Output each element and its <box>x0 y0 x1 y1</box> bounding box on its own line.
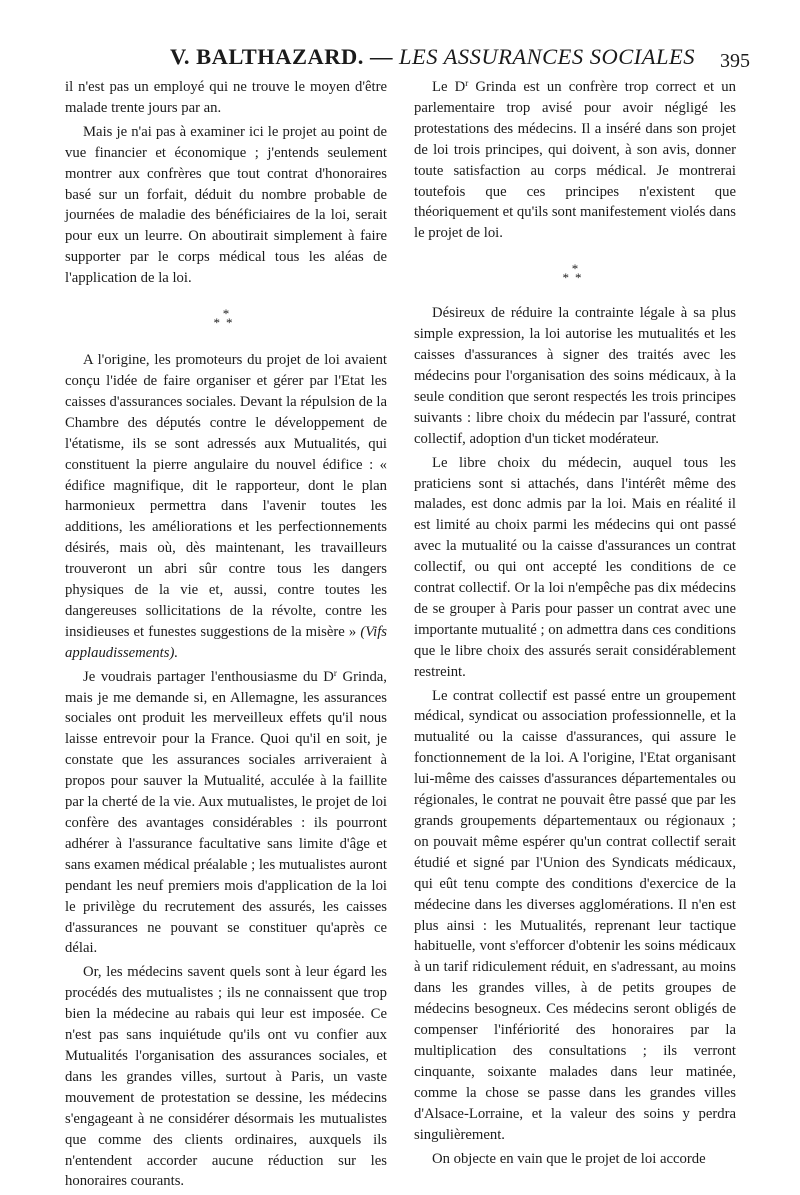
header-author: V. BALTHAZARD. <box>170 44 364 69</box>
running-title <box>170 44 696 70</box>
separator-star: * <box>222 306 230 322</box>
left-paragraph-4: Je voudrais partager l'enthousiasme du $D^r$ Grinda, mais je me demande si, en Allemagne, les assurances sociales ont produit les merveilleux effets qu'il nous laisse entrevoir pour la France. Quoi qu'il en soit, je constate que les assurances sociales arriveraient à propos pour sauver la Mutualité, acculée à la faillite par la cherté de la vie. Aux mutualistes, le projet de loi confère des avantages considérables : ils pourront adhérer à l'assurance facultative sans limite d'âge et sans examen médical préalable ; les mutualistes auront pendant les neuf premiers mois d'application de la loi le privilège du recrutement des assurés, les caisses d'assurances ne pouvant se constituer qu'après ce délai. <box>65 667 387 957</box>
page-number: 395 <box>720 50 750 72</box>
page-header <box>60 44 750 78</box>
right-paragraph-5: On objecte en vain que le projet de loi accorde <box>432 1150 706 1167</box>
right-paragraph-1: Le $D^r$ Grinda est un confrère trop correct et un parlementaire trop avisé pour avoir négligé les protestations des médecins. Il a inséré dans son projet de loi trois principes, qui doivent, à son avis, donner toute satisfaction au corps médical. Je montrerai toutefois que ces principes n'existent que théoriquement et qu'ils sont manifestement violés dans le projet de loi. <box>414 78 736 242</box>
left-paragraph-1: il n'est pas un employé qui ne trouve le moyen d'être malade trente jours par an. <box>65 79 387 116</box>
section-separator-left <box>65 306 387 331</box>
right-paragraph-2: Désireux de réduire la contrainte légale à sa plus simple expression, la loi autorise les mutualités et les caisses d'assurances à signer des traités avec les médecins pour l'organisation des soins médicaux, à la seule condition que seront respectés les trois principes suivants : libre choix du médecin par l'assuré, contrat collectif, adoption d'un ticket modérateur. <box>414 305 736 447</box>
left-paragraph-5: Or, les médecins savent quels sont à leur égard les procédés des mutualistes ; ils ne connaissent que trop bien la médecine au rabais qui leur est imposée. Ce n'est pas sans inquiétude qu'ils ont vu confier aux Mutualités l'organisation des assurances sociales, et dans les grandes villes, surtout à Paris, un vaste mouvement de protestation se dessine, les médecins s'engageant à ne considérer désormais les mutualistes que comme des clients ordinaires, auxquels ils n'entendent accorder aucune réduction sur les honoraires courants. <box>65 964 387 1190</box>
right-column <box>414 77 736 1172</box>
right-paragraph-4: Le contrat collectif est passé entre un groupement médical, syndicat ou association professionnelle, et la mutualité ou la caisse d'assurances, qui assure le fonctionnement de la loi. A l'origine, l'Etat organisant lui-même des caisses d'assurances départementales ou régionales, le contrat ne pouvait être passé que par les grands groupements départementaux ou régionaux ; on pouvait même espérer qu'un contrat collectif serait étudié et signé par l'Union des Syndicats médicaux, qui eût tenu compte des conditions d'exercice de la médecine dans les diverses agglomérations. Il n'en est plus ainsi : les Mutualités, reprenant leur tactique habituelle, vont s'efforcer d'obtenir les soins médicaux à un tarif ridiculement réduit, en s'adressant, au moins dans les grandes villes, à de petits groupes de médecins besogneux. Ces médecins seront obligés de compenser l'infériorité des honoraires par la multiplication des consultations ; ils verront cinquante, soixante malades dans leur matinée, comme la chose se passe dans les grandes villes d'Alsace-Lorraine, et la valeur des soins y perdra singulièrement. <box>414 687 736 1143</box>
right-paragraph-3: Le libre choix du médecin, auquel tous les praticiens sont si attachés, dans l'intérêt même des malades, est donc admis par la loi. Mais en réalité il est limité au choix parmi les médecins qui ont passé avec la mutualité ou la caisse d'assurances un contrat collectif, ou qui ont accepté les conditions de ce contrat collectif. Or la loi n'empêche pas dix médecins de se grouper à Paris pour passer un contrat avec une importante mutualité ; on admettra dans ces conditions que le libre choix des assurés serait considérablement restreint. <box>414 454 736 680</box>
section-separator-right <box>414 261 736 286</box>
left-paragraph-3: A l'origine, les promoteurs du projet de loi avaient conçu l'idée de faire organiser et gérer par l'Etat les caisses d'assurances sociales. Devant la répulsion de la Chambre des députés contre le développement de l'étatisme, ils se sont adressés aux Mutualités, qui constituent la pierre angulaire du nouvel édifice : « édifice magnifique, dit le rapporteur, dont le plan harmonieux permettra dans l'avenir toutes les additions, les améliorations et les perfectionnements désirés, mais où, dès maintenant, les travailleurs trouveront un abri sûr contre tous les dangers physiques de la vie et, aussi, contre toutes les dangereuses sollicitations de la révolte, contre les insidieuses et funestes suggestions de la misère » (Vifs applaudissements). <box>65 352 388 661</box>
header-subject: LES ASSURANCES SOCIALES <box>398 44 696 69</box>
separator-star-pair: ** <box>562 270 588 286</box>
left-paragraph-2: Mais je n'ai pas à examiner ici le projet au point de vue financier et économique ; j'entends seulement montrer aux confrères que tout contrat d'honoraires basé sur un forfait, déduit du nombre probable de journées de maladie des bénéficiaires de la loi, serait pour eux un leurre. On aboutirait simplement à faire supporter par le corps médical tous les aléas de l'application de la loi. <box>65 123 387 287</box>
separator-star: * <box>571 261 579 277</box>
applause-note: (Vifs applaudissements). <box>65 623 388 661</box>
left-column <box>65 77 387 1195</box>
separator-star-pair: ** <box>213 315 239 331</box>
header-dash: — <box>369 44 393 69</box>
